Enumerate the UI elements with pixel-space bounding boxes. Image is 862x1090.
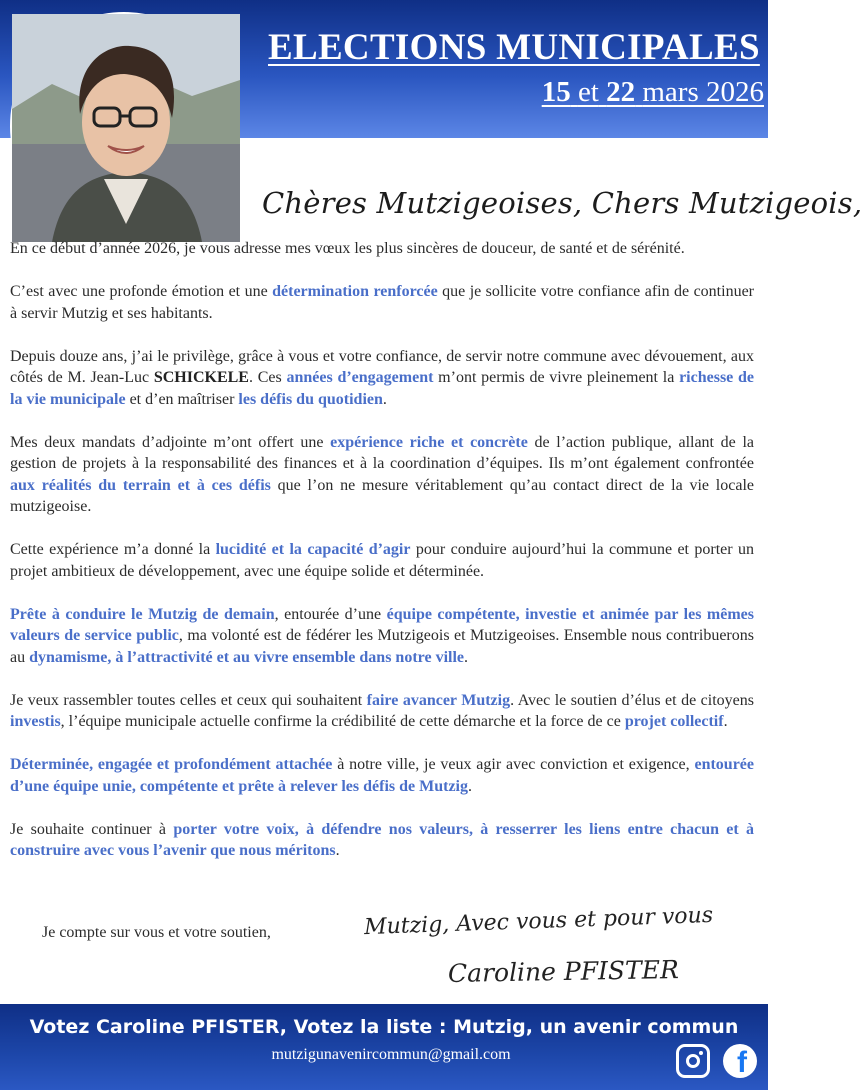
highlight-text: expérience riche et concrète <box>330 433 528 451</box>
paragraph-text: En ce début d’année 2026, je vous adresse mes vœux les plus sincères de douceur, de santé et de sérénité. <box>10 240 685 257</box>
highlight-text: détermination renforcée <box>272 283 438 300</box>
paragraph-9 <box>10 819 754 862</box>
highlight-text: les défis du quotidien <box>238 390 383 408</box>
paragraph-text: . <box>467 777 472 795</box>
signature-motto: Mutzig, Avec vous et pour vous <box>363 902 714 941</box>
paragraph-4 <box>10 432 754 518</box>
paragraph-6 <box>10 604 754 669</box>
paragraph-5 <box>10 539 754 582</box>
contact-email[interactable]: mutzigunavenircommun@gmail.com <box>271 1046 511 1063</box>
paragraph-1 <box>10 238 754 260</box>
paragraph-text: . <box>335 842 340 859</box>
paragraph-text: Je souhaite continuer à <box>10 820 174 838</box>
highlight-text: aux réalités du terrain et à ces défis <box>10 476 271 494</box>
paragraph-text: Mes deux mandats d’adjointe m’ont offert une <box>10 433 331 451</box>
highlight-text: porter votre voix, à défendre nos valeurs, à resserrer les liens entre chacun et à construire avec vous l’avenir que nous méritons <box>10 820 755 859</box>
paragraph-7 <box>10 690 754 733</box>
closing-line: Je compte sur vous et votre soutien, <box>42 924 271 941</box>
paragraph-text: que je sollicite votre confiance afin de continuer à servir Mutzig et ses habitants. <box>10 283 754 322</box>
page-title: ELECTIONS MUNICIPALES <box>268 27 760 68</box>
highlight-text: projet collectif <box>624 713 724 730</box>
paragraph-text: . Ces <box>248 369 287 386</box>
highlight-text: richesse de la vie municipale <box>10 369 755 408</box>
paragraph-text: Depuis douze ans, j’ai le privilège, grâce à vous et votre confiance, de servir notre commune avec dévouement, aux côtés de M. Jean-Luc <box>10 347 754 386</box>
paragraph-text: Cette expérience m’a donné la <box>10 541 216 558</box>
highlight-text: lucidité et la capacité d’agir <box>215 541 411 558</box>
highlight-text: années d’engagement <box>286 369 434 386</box>
paragraph-text: de l’action publique, allant de la gestion de projets à la responsabilité des finances et à la coordination d’équipes. Ils m’ont également confrontée <box>10 433 754 472</box>
paragraph-text: et d’en maîtriser <box>125 390 239 408</box>
paragraph-text: , l’équipe municipale actuelle confirme la crédibilité de cette démarche et la force de ce <box>60 713 625 730</box>
paragraph-3 <box>10 346 754 411</box>
portrait-illustration <box>12 14 240 242</box>
date-day-2: 22 <box>606 76 636 108</box>
highlight-text: Prête à conduire le Mutzig de demain <box>10 605 275 623</box>
candidate-portrait <box>10 12 238 240</box>
paragraph-text: à notre ville, je veux agir avec conviction et exigence, <box>332 756 695 773</box>
date-day-1: 15 <box>541 76 571 108</box>
footer-slogan: Votez Caroline PFISTER, Votez la liste : Mutzig, un avenir commun <box>29 1016 739 1038</box>
date-month-year: mars 2026 <box>642 76 764 108</box>
paragraph-text: Je veux rassembler toutes celles et ceux qui souhaitent <box>10 691 367 709</box>
instagram-lens <box>686 1054 700 1068</box>
paragraph-text: que l’on ne mesure véritablement qu’au contact direct de la vie locale mutzigeoise. <box>10 476 754 515</box>
paragraph-text: , ma volonté est de fédérer les Mutzigeois et Mutzigeoises. Ensemble nous contribuerons au <box>10 627 754 666</box>
paragraph-text: , entourée d’une <box>274 605 387 623</box>
letter-body <box>10 238 754 883</box>
greeting: Chères Mutzigeoises, Chers Mutzigeois, <box>262 186 862 220</box>
facebook-icon[interactable] <box>723 1044 757 1078</box>
paragraph-text: m’ont permis de vivre pleinement la <box>433 369 680 386</box>
paragraph-text: C’est avec une profonde émotion et une <box>10 283 273 300</box>
paragraph-text: . <box>464 648 469 666</box>
instagram-icon[interactable] <box>676 1044 710 1078</box>
highlight-text: dynamisme, à l’attractivité et au vivre ensemble dans notre ville <box>29 648 465 666</box>
election-dates <box>542 76 764 109</box>
paragraph-text: . <box>382 390 387 408</box>
paragraph-2 <box>10 281 754 324</box>
highlight-text: Déterminée, engagée et profondément attachée <box>10 756 333 773</box>
paragraph-text: pour conduire aujourd’hui la commune et porter un projet ambitieux de développement, avec une équipe solide et déterminée. <box>10 541 755 580</box>
highlight-text: faire avancer Mutzig <box>366 691 511 709</box>
signature-name: Caroline PFISTER <box>447 954 680 989</box>
facebook-glyph: f <box>737 1046 747 1079</box>
bold-name: SCHICKELE <box>153 369 249 386</box>
instagram-dot <box>699 1051 703 1055</box>
paragraph-text: . <box>723 713 728 730</box>
handwritten-signature <box>360 902 760 1005</box>
footer-banner <box>0 1004 768 1090</box>
highlight-text: investis <box>10 713 61 730</box>
highlight-text: équipe compétente, investie et animée par les mêmes valeurs de service public <box>10 605 754 644</box>
paragraph-8 <box>10 754 754 797</box>
highlight-text: entourée d’une équipe unie, compétente et prête à relever les défis de Mutzig <box>10 756 754 795</box>
paragraph-text: . Avec le soutien d’élus et de citoyens <box>510 691 754 709</box>
date-connector: et <box>577 76 599 108</box>
